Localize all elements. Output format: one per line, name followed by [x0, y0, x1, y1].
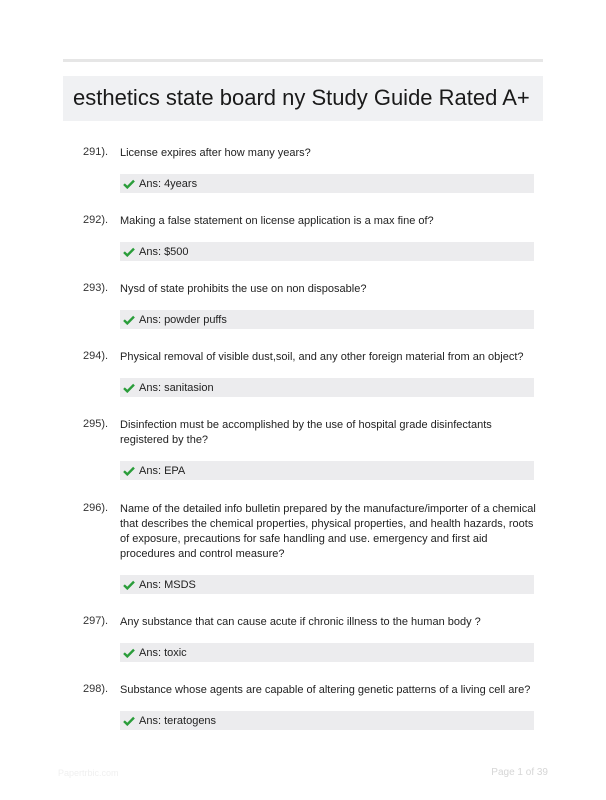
question-number: 295).: [83, 418, 109, 430]
qa-item: [63, 615, 543, 662]
footer-watermark: Papertrbic.com: [58, 768, 119, 778]
checkmark-icon: [123, 648, 135, 658]
answer-text: Ans: powder puffs: [139, 313, 227, 326]
page-number: Page 1 of 39: [491, 767, 548, 778]
title-banner: [63, 76, 543, 121]
question-number: 292).: [83, 214, 109, 226]
qa-item: [63, 214, 543, 261]
answer-box: [120, 461, 534, 480]
answer-box: [120, 242, 534, 261]
qa-item: [63, 350, 543, 397]
answer-box: [120, 643, 534, 662]
question-number: 294).: [83, 350, 109, 362]
question-text: Any substance that can cause acute if chronic illness to the human body ?: [120, 616, 481, 628]
top-divider: [63, 59, 543, 62]
qa-item: [63, 418, 543, 480]
question-number: 298).: [83, 683, 109, 695]
qa-item: [63, 683, 543, 730]
checkmark-icon: [123, 716, 135, 726]
answer-text: Ans: EPA: [139, 464, 186, 477]
qa-item: [63, 502, 543, 594]
answer-text: Ans: sanitasion: [139, 381, 214, 394]
question-number: 296).: [83, 502, 109, 514]
answer-text: Ans: 4years: [139, 177, 198, 190]
checkmark-icon: [123, 315, 135, 325]
checkmark-icon: [123, 383, 135, 393]
answer-box: [120, 711, 534, 730]
answer-box: [120, 575, 534, 594]
answer-box: [120, 174, 534, 193]
answer-text: Ans: toxic: [139, 646, 187, 659]
question-text: Substance whose agents are capable of altering genetic patterns of a living cell are?: [120, 684, 531, 696]
answer-text: Ans: MSDS: [139, 578, 196, 591]
page-title: esthetics state board ny Study Guide Rated A+: [73, 85, 530, 110]
question-text: Disinfection must be accomplished by the use of hospital grade disinfectants registered by the?: [120, 419, 492, 446]
answer-text: Ans: $500: [139, 245, 189, 258]
question-text: Name of the detailed info bulletin prepared by the manufacture/importer of a chemical that describes the chemical properties, physical properties, and health hazards, roots of exposure, precautions for safe handling and use. emergency and first aid procedures and control measure?: [120, 503, 536, 560]
answer-box: [120, 310, 534, 329]
question-text: Nysd of state prohibits the use on non disposable?: [120, 283, 367, 295]
checkmark-icon: [123, 466, 135, 476]
checkmark-icon: [123, 580, 135, 590]
question-number: 291).: [83, 146, 109, 158]
question-text: Physical removal of visible dust,soil, and any other foreign material from an object?: [120, 351, 524, 363]
qa-item: [63, 282, 543, 329]
qa-item: [63, 146, 543, 193]
question-text: License expires after how many years?: [120, 147, 311, 159]
question-number: 293).: [83, 282, 109, 294]
question-text: Making a false statement on license application is a max fine of?: [120, 215, 434, 227]
answer-box: [120, 378, 534, 397]
answer-text: Ans: teratogens: [139, 714, 217, 727]
checkmark-icon: [123, 247, 135, 257]
question-number: 297).: [83, 615, 109, 627]
checkmark-icon: [123, 179, 135, 189]
